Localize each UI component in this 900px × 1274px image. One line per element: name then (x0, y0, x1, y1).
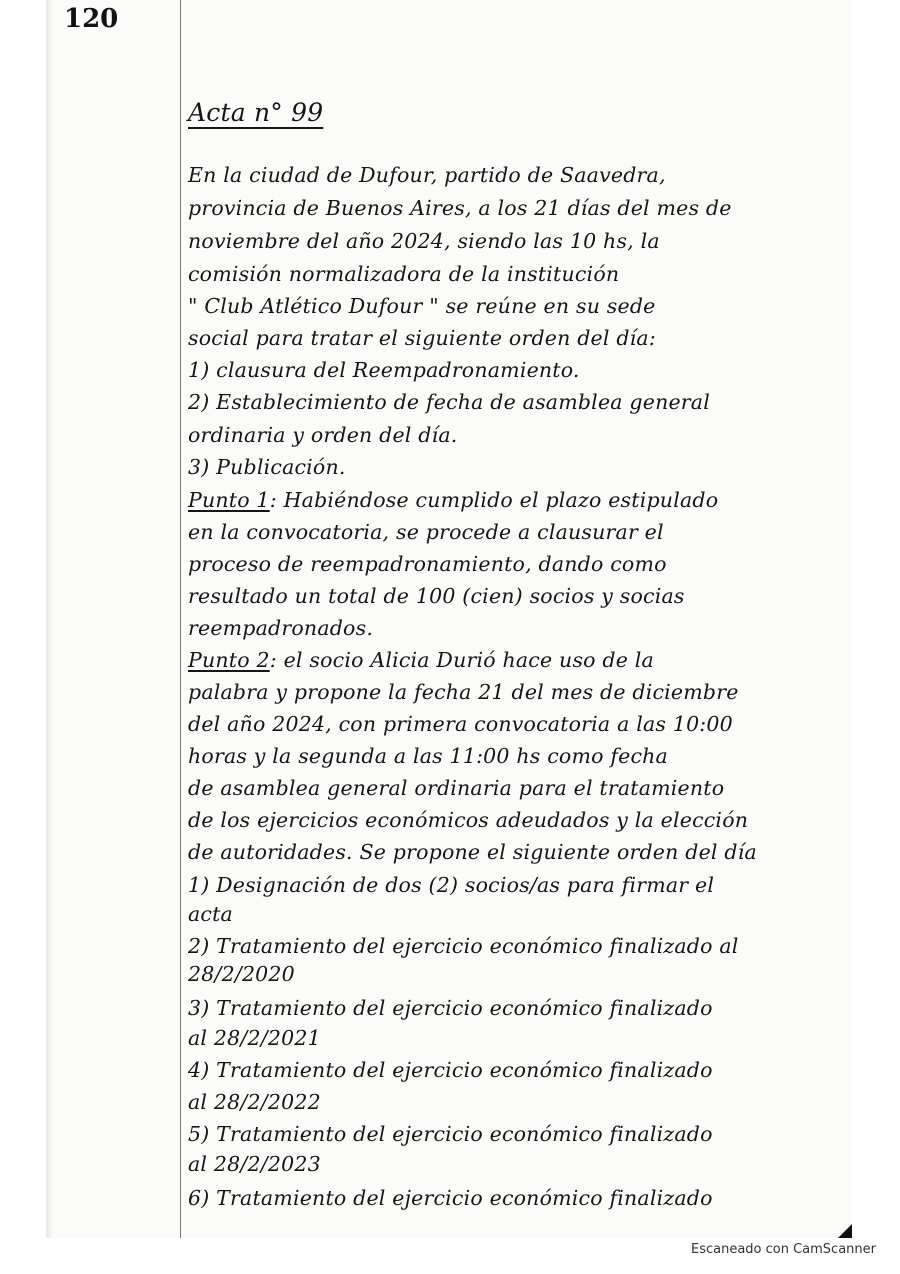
margin-line (180, 0, 181, 1238)
act-line: del año 2024, con primera convocatoria a las 10:00 (188, 712, 733, 736)
act-line: resultado un total de 100 (cien) socios y socias (188, 584, 685, 608)
act-line: al 28/2/2022 (188, 1090, 321, 1114)
order-item-6: 6) Tratamiento del ejercicio económico finalizado (188, 1186, 713, 1210)
act-line: proceso de reempadronamiento, dando como (188, 552, 667, 576)
act-line: " Club Atlético Dufour " se reúne en su sede (188, 294, 656, 318)
order-item-5: 5) Tratamiento del ejercicio económico finalizado (188, 1122, 713, 1146)
act-line: palabra y propone la fecha 21 del mes de diciembre (188, 680, 739, 704)
punto-1-line (188, 488, 718, 512)
page-corner (838, 1224, 852, 1238)
page-fold-shadow (46, 0, 54, 1238)
act-line: 28/2/2020 (188, 962, 295, 986)
order-item-1: 1) Designación de dos (2) socios/as para firmar el (188, 873, 715, 897)
order-item-3: 3) Tratamiento del ejercicio económico finalizado (188, 996, 713, 1020)
act-line: de autoridades. Se propone el siguiente orden del día (188, 840, 757, 864)
punto-2-line (188, 648, 654, 672)
punto-1-label: Punto 1 (188, 488, 270, 512)
order-item-2: 2) Tratamiento del ejercicio económico finalizado al (188, 934, 739, 958)
act-line: provincia de Buenos Aires, a los 21 días del mes de (188, 196, 732, 220)
act-line: reempadronados. (188, 616, 374, 640)
act-line: En la ciudad de Dufour, partido de Saavedra, (188, 163, 666, 187)
act-line: comisión normalizadora de la institución (188, 262, 620, 286)
order-item-4: 4) Tratamiento del ejercicio económico finalizado (188, 1058, 713, 1082)
scanner-footer: Escaneado con CamScanner (690, 1242, 876, 1257)
act-line: social para tratar el siguiente orden del día: (188, 326, 656, 350)
agenda-item-2: 2) Establecimiento de fecha de asamblea general (188, 390, 710, 414)
agenda-item-3: 3) Publicación. (188, 455, 346, 479)
punto-2-text: : el socio Alicia Durió hace uso de la (269, 648, 654, 672)
act-line: ordinaria y orden del día. (188, 423, 458, 447)
act-line: noviembre del año 2024, siendo las 10 hs, la (188, 229, 660, 253)
act-line: de asamblea general ordinaria para el tratamiento (188, 776, 725, 800)
act-line: en la convocatoria, se procede a clausurar el (188, 520, 664, 544)
page-number: 120 (64, 4, 119, 34)
punto-2-label: Punto 2 (188, 648, 270, 672)
agenda-item-1: 1) clausura del Reempadronamiento. (188, 358, 580, 382)
act-title: Acta n° 99 (188, 98, 324, 127)
act-line: al 28/2/2023 (188, 1152, 321, 1176)
punto-1-text: : Habiéndose cumplido el plazo estipulado (269, 488, 719, 512)
act-line: de los ejercicios económicos adeudados y la elección (188, 808, 749, 832)
act-line: al 28/2/2021 (188, 1026, 321, 1050)
act-line: acta (188, 902, 233, 926)
act-line: horas y la segunda a las 11:00 hs como fecha (188, 744, 668, 768)
